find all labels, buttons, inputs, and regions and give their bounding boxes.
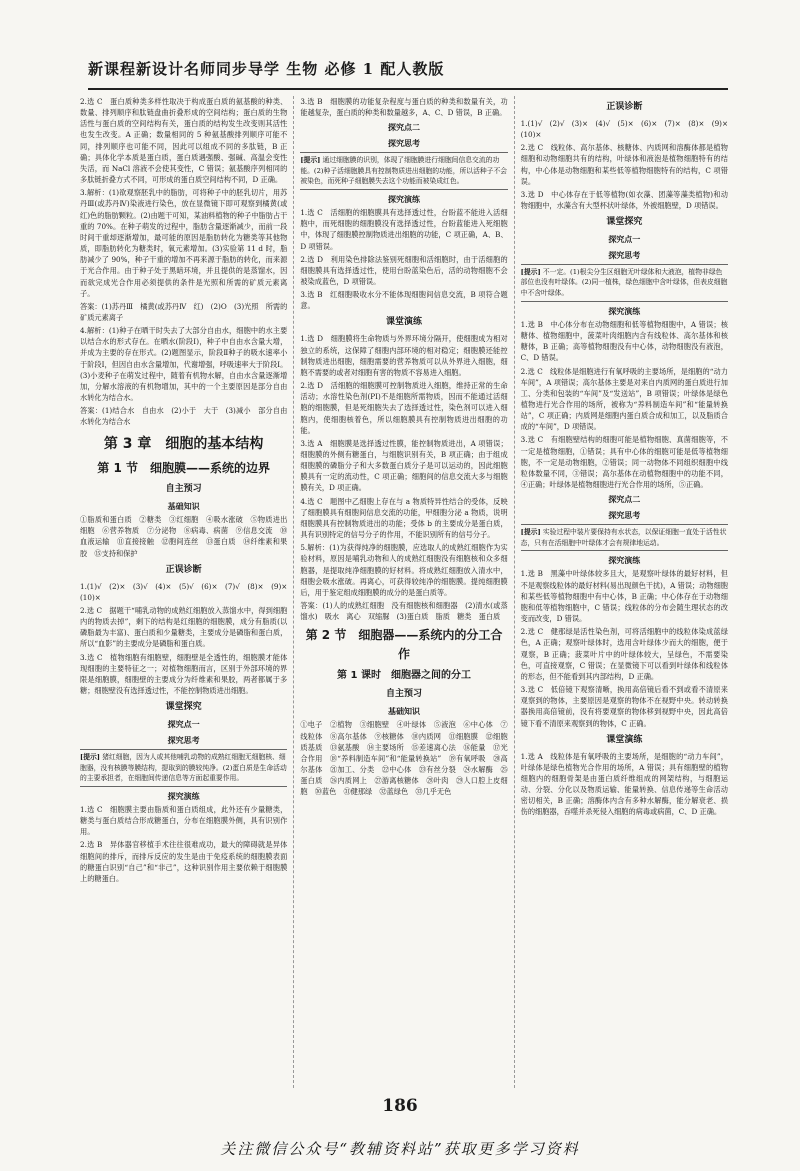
tip-label: [提示]: [520, 528, 541, 537]
paragraph: 3.选 B 红细胞吸收水分不能体现细胞间信息交流，B 项符合题意。: [300, 290, 508, 311]
paragraph: 3.选 C 植物细胞有细胞壁，细胞壁是全透性的，细胞膜才能体现细胞的主要特征之一；对植物细胞而言，区别于外部环境的界限是细胞膜，细胞壁的主要成分为纤维素和果胶，两者都属于多糖；细胞壁没有选择透过性，不能控制物质进出细胞。: [80, 652, 288, 696]
paragraph: 2.选 C 线粒体、高尔基体、核糖体、内质网和溶酶体都是植物细胞和动物细胞共有的结构，叶绿体和液泡是植物细胞特有的结构，中心体是动物细胞和某些低等植物细胞特有的结构，C 项错误。: [520, 143, 728, 186]
paragraph: 1.选 A 线粒体是有氧呼吸的主要场所，是细胞的“动力车间”，叶绿体是绿色植物光合作用的场所，A 错误；具有细胞壁的植物细胞内的细胞骨架是由蛋白质纤维组成的网架结构，与细胞运动、分裂、分化以及物质运输、能量转换、信息传递等生命活动密切相关，B 正确；溶酶体内含有多种水解酶，能分解衰老、损伤的细胞器，吞噬并杀死侵入细胞的病毒或病菌，C、D 正确。: [520, 751, 728, 817]
paragraph: 2.选 B 异体器官移植手术往往很难成功，最大的障碍就是异体细胞间的排斥，而排斥反应的发生是由于免疫系统的细胞膜表面的糖蛋白识别“自己”和“非己”，这种识别作用主要依赖于细胞膜上的糖蛋白。: [80, 840, 288, 883]
paragraph: 答案：(1)结合水 自由水 (2)小于 大于 (3)减小 部分自由水转化为结合水: [80, 406, 288, 427]
subsection-heading: 探究思考: [608, 509, 641, 520]
paragraph: 2.选 D 利用染色排除法鉴别死细胞和活细胞时，由于活细胞的细胞膜具有选择透过性，使用台盼蓝染色后，活的动物细胞不会被染成蓝色，D 项错误。: [300, 254, 508, 287]
paragraph: ①脂质和蛋白质 ②糖类 ③红细胞 ④吸水涨破 ⑤物质进出细胞 ⑥营养物质 ⑦分泌物 ⑧病毒、病菌 ⑨信息交流 ⑩血液运输 ⑪直接接触 ⑫胞间连丝 ⑬蛋白质 ⑭纤维素和果胶 ⑮支持和保护: [80, 515, 288, 558]
tip-label: [提示]: [300, 156, 321, 165]
column-left: [80, 96, 295, 1088]
paragraph: 1.选 C 活细胞的细胞膜具有选择透过性，台盼蓝不能进入活细胞中，而死细胞的细胞膜没有选择透过性，台盼蓝能进入死细胞中，体现了细胞膜控制物质进出细胞的功能，C 项正确，A、B、D 项错误。: [300, 208, 508, 251]
tip-text: 猪红细胞，因为人或其他哺乳动物的成熟红细胞无细胞核、细胞器，没有核膜等膜结构，提取到的膜较纯净。(2)蛋白质是生命活动的主要承担者，在细胞间传递信息等方面起重要作用。: [80, 752, 287, 783]
section-heading: 课堂探究: [606, 217, 643, 228]
tip-box: [80, 749, 287, 787]
subsection-heading: 探究演练: [608, 305, 641, 316]
paragraph: ①电子 ②植物 ③细胞壁 ④叶绿体 ⑤液泡 ⑥中心体 ⑦线粒体 ⑧高尔基体 ⑨核糖体 ⑩内质网 ⑪细胞膜 ⑫细胞质基质 ⑬氨基酸 ⑭主要场所 ⑮差速离心法 ⑯能量 ⑰光合作用 ⑱“养料制造车间”和“能量转换站” ⑲有氧呼吸 ⑳高尔基体 ㉑加工、分类 ㉒中心体 ㉓有丝分裂 ㉔水解酶 ㉕蛋白质 ㉖内质网上 ㉗游离核糖体 ㉘叶肉 ㉙人口腔上皮细胞 ㉚蓝色 ㉛健那绿 ㉜蓝绿色 ㉝几乎无色: [300, 720, 508, 797]
tip-box: [521, 524, 728, 551]
paragraph: 2.选 D 活细胞的细胞膜可控制物质进入细胞，维持正常的生命活动；水溶性染色剂(PI)不是细胞所需物质，因而不能通过活细胞的细胞膜，但是死细胞失去了选择透过性，染色剂可以进入细胞内，使细胞核着色，所以细胞膜具有控制物质进出细胞的功能。: [300, 381, 508, 435]
subsection-heading: 探究思考: [608, 249, 641, 260]
subsection-heading: 探究点二: [387, 122, 420, 133]
section-heading: 正误诊断: [606, 102, 643, 112]
tip-text: 实验过程中装片要保持有水状态，以保证细胞一直处于活性状态，只有在活细胞中叶绿体才会有规律地运动。: [520, 528, 727, 547]
tip-text: 通过细胞膜的识别，体现了细胞膜进行细胞间信息交流的功能。(2)种子活细胞膜具有控制物质进出细胞的功能，所以活种子不会被染色，而死种子细胞膜失去这个功能而被染成红色。: [300, 156, 508, 186]
paragraph: 2.选 C 健那绿是活性染色剂，可将活细胞中的线粒体染成蓝绿色，A 正确；观察叶绿体时，选用含叶绿体少而大的细胞，便于观察，B 正确；菠菜叶片中的叶绿体较大，呈绿色，不需要染色，可直接观察，C 错误；在显微镜下可以看到叶绿体和线粒体的形态，但不能看到其内部结构，D 正确。: [520, 627, 728, 681]
paragraph: 3.选 B 细胞膜的功能复杂程度与蛋白质的种类和数量有关，功能越复杂，蛋白质的种类和数量越多，A、C、D 错误，B 正确。: [300, 97, 508, 118]
column-middle: [293, 96, 507, 1088]
paragraph: 1.选 B 黑藻中叶绿体较多且大，是观察叶绿体的最好材料，但不是观察线粒体的最好材料(易出现颜色干扰)，A 错误；动物细胞和某些低等植物细胞中有中心体，B 正确；中心体存在于动物细胞和低等植物细胞中，C 错误；线粒体的分布会随生理状态的改变而改变，D 错误。: [520, 569, 728, 624]
paragraph: 1.选 C 细胞膜主要由脂质和蛋白质组成，此外还有少量糖类，糖类与蛋白质结合形成糖蛋白，分布在细胞膜外侧，具有识别作用。: [80, 804, 288, 837]
tip-label: [提示]: [520, 267, 541, 276]
paragraph: 4.解析：(1)种子在晒干时失去了大部分自由水，细胞中的水主要以结合水的形式存在。在晒水(阶段Ⅰ)，种子中自由水含量大增，并成为主要的存在形式。(2)题图显示，阶段Ⅱ种子的吸水速率小于阶段Ⅰ，但因自由水含量增加，代谢增强，呼吸速率大于阶段Ⅰ。(3)小麦种子在萌发过程中，随着有机物水解，自由水含量逐渐增加，分解水溶液的有机物增加，其中的一个主要原因是部分自由水转化为结合水。: [80, 326, 288, 403]
paragraph: 1.(1)√ (2)× (3)√ (4)× (5)√ (6)× (7)√ (8)× (9)× (10)×: [80, 581, 295, 602]
paragraph: 2.选 C 蛋白质种类多样性取决于构成蛋白质的氨基酸的种类、数量、排列顺序和肽链盘曲折叠形成的空间结构；蛋白质的生物活性与蛋白质的空间结构有关，蛋白质的结构发生改变则其活性也发生改变。A 正确；数量相同的 5 种氨基酸排列顺序可能不同，排列顺序也可能不同，因此可以组成不同的多肽链，B 正确；具体化学本质是蛋白质，蛋白质遇强酸、强碱、高温会变性失活，而 NaCl 溶液不会使其变性，C 错误；氨基酸序列相同的多肽链折叠方式不同，可形成的蛋白质空间结构不同，D 正确。: [80, 97, 288, 185]
tip-text: 不一定。(1)根尖分生区细胞无叶绿体和大液泡，植物非绿色部位也没有叶绿体。(2)同一植株，绿色细胞中含叶绿体，但表皮细胞中不含叶绿体。: [520, 267, 728, 297]
subsection-heading: 探究点二: [608, 494, 641, 505]
section-title: 第 2 节 细胞器——系统内的分工合作: [305, 628, 503, 661]
section-heading: 自主预习: [165, 483, 202, 494]
column-right: [514, 96, 736, 1088]
paragraph: 答案：(1)苏丹Ⅲ 橘黄(或苏丹Ⅳ 红) (2)O (3)光照 所需的矿质元素离子: [80, 301, 288, 322]
paragraph: 答案：(1)人的成熟红细胞 没有细胞核和细胞器 (2)清水(或蒸馏水) 吸水 离心 双缩脲 (3)蛋白质 脂质 糖类 蛋白质: [300, 601, 508, 622]
paragraph: 2.选 C 线粒体是细胞进行有氧呼吸的主要场所，是细胞的“动力车间”，A 项错误；高尔基体主要是对来自内质网的蛋白质进行加工、分类和包装的“车间”及“发送站”，B 项错误；叶绿体是绿色植物进行光合作用的场所，被称为“养料制造车间”和“能量转换站”，C 项正确；内质网是细胞内蛋白质合成和加工，以及脂质合成的“车间”，D 项错误。: [520, 366, 728, 432]
paragraph: 2.选 C 据题干“哺乳动物的成熟红细胞放入蒸馏水中，得到细胞内的物质去掉”，剩下的结构是红细胞的细胞膜，成分有脂质(以磷脂最为丰富)、蛋白质和少量糖类，主要成分是磷脂和蛋白质，所以“血影”的主要成分是磷脂和蛋白质。: [80, 606, 288, 649]
page-number: 186: [382, 1096, 418, 1116]
tip-box: [521, 264, 728, 302]
section-heading: 课堂演练: [606, 734, 643, 745]
lesson-title: 第 1 课时 细胞器之间的分工: [337, 669, 471, 681]
paragraph: 3.选 C 有细胞壁结构的细胞可能是植物细胞、真菌细胞等，不一定是植物细胞，①错误；具有中心体的细胞可能是低等植物细胞，不一定是动物细胞，②错误；同一动物体不同组织细胞中线粒体数量不同，③错误；高尔基体在动植物细胞中的功能不同，④正确；叶绿体是植物细胞进行光合作用的场所，⑤正确。: [520, 435, 728, 490]
section-heading: 课堂探究: [165, 702, 202, 713]
section-title: 第 1 节 细胞膜——系统的边界: [97, 461, 271, 476]
page-header: 新课程新设计名师同步导学 生物 必修 1 配人教版: [88, 58, 728, 90]
subsection-heading: 探究演练: [387, 193, 420, 204]
subsection-heading: 探究思考: [387, 137, 420, 148]
section-heading: 课堂演练: [385, 317, 422, 328]
subsection-heading: 探究演练: [167, 790, 200, 801]
content-columns: [80, 96, 736, 1088]
paragraph: 3.选 D 中心体存在于低等植物(如衣藻、团藻等藻类植物)和动物细胞中，水藻含有大型杯状叶绿体，外被细胞壁，D 项错误。: [520, 189, 728, 211]
footer-note: 关注微信公众号“教辅资料站”获取更多学习资料: [220, 1140, 580, 1158]
subsection-heading: 探究点一: [167, 719, 200, 730]
tip-label: [提示]: [80, 752, 101, 761]
paragraph: 1.选 D 细胞膜将生命物质与外界环境分隔开，使细胞成为相对独立的系统，这保障了细胞内部环境的相对稳定；细胞膜还能控制物质进出细胞，细胞需要的营养物质可以从外界进入细胞，细胞不需要的或者对细胞有害的物质不容易进入细胞。: [300, 334, 508, 377]
section-heading: 正误诊断: [165, 564, 202, 575]
section-heading: 自主预习: [385, 689, 422, 700]
paragraph: 1.(1)√ (2)√ (3)× (4)√ (5)× (6)× (7)× (8)× (9)× (10)×: [520, 118, 736, 140]
subsection-heading: 探究演练: [608, 555, 641, 566]
subsection-heading: 探究思考: [167, 734, 200, 745]
paragraph: 3.解析：(1)欲观察胚乳中的脂肪，可将种子中的胚乳切片，用苏丹Ⅲ(或苏丹Ⅳ)染液进行染色，放在显微镜下即可观察到橘黄(或红)色的脂肪颗粒。(2)由题干可知，某油料植物的种子中脂肪占干重的 70%。在种子萌发的过程中，脂肪含量逐渐减少，而前一段时间干重却逐渐增加，最可能的原因是脂肪转化为糖类等其他物质，即脂肪转化为糖类时，氧元素增加。(3)实验第 11 d 时，脂肪减少了 90%，种子干重的增加不再来源于脂肪的转化，而来源于光合作用。由于种子处于黑暗环境，并且提供的是蒸馏水，因而欲完成光合作用必须提供的条件是光照和所需的矿质元素离子。: [80, 188, 288, 298]
subsection-heading: 基础知识: [167, 500, 200, 511]
paragraph: 4.选 C 题图中乙细胞上存在与 a 物质特异性结合的受体，反映了细胞膜具有细胞间信息交流的功能，甲细胞分泌 a 物质，说明细胞膜具有控制物质进出的功能；受体 b 的主要成分是蛋白质，具有识别特定的信号分子的作用，不能识别所有的信号分子。: [300, 496, 508, 540]
paragraph: 5.解析：(1)为获得纯净的细胞膜，应选取人的成熟红细胞作为实验材料，原因是哺乳动物和人的成熟红细胞没有细胞核和众多细胞器，是提取纯净细胞膜的好材料。将成熟红细胞放入清水中，细胞会吸水涨破。再离心，可获得较纯净的细胞膜。提纯细胞膜后，用于鉴定组成细胞膜的成分的是蛋白质等。: [300, 543, 508, 597]
subsection-heading: 基础知识: [387, 705, 420, 716]
paragraph: 3.选 C 低倍镜下观察清晰，换用高倍镜后看不到或看不清原来观察到的物体，主要原因是观察的物体不在视野中央。转动转换器换用高倍镜前，没有将要观察的物体移到视野中央，因此高倍镜下看不清原来观察到的物体，C 正确。: [520, 685, 728, 728]
tip-box: [300, 152, 507, 190]
chapter-title: 第 3 章 细胞的基本结构: [103, 435, 264, 452]
subsection-heading: 探究点一: [608, 234, 641, 245]
paragraph: 1.选 B 中心体分布在动物细胞和低等植物细胞中，A 错误；核糖体、植物细胞中，菠菜叶肉细胞内含有线粒体、高尔基体和核糖体，B 正确；高等植物细胞没有中心体，动物细胞没有液泡，C、D 错误。: [520, 319, 728, 363]
paragraph: 3.选 A 细胞膜是选择透过性膜，能控制物质进出，A 项错误；细胞膜的外侧有糖蛋白，与细胞识别有关，B 项正确；由于组成细胞膜的磷脂分子和大多数蛋白质分子是可以运动的，因此细胞膜具有一定的流动性，C 项正确；细胞间的信息交流大多与细胞膜有关，D 项正确。: [300, 438, 508, 493]
